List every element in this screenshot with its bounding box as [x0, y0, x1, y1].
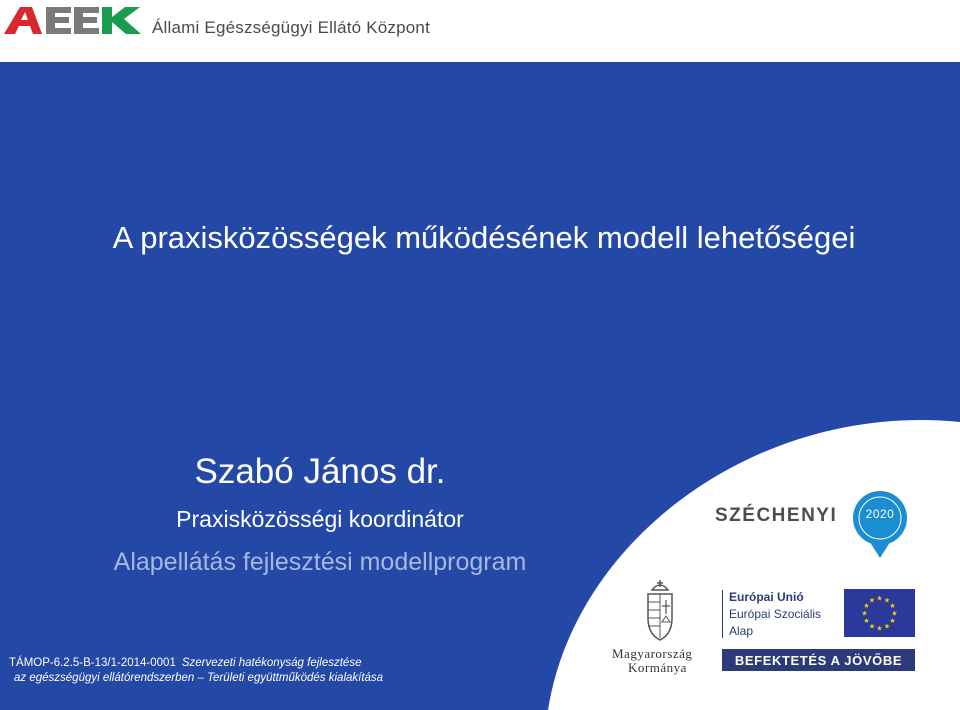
- eu-fund-line-1: Európai Szociális: [729, 607, 822, 621]
- location-pin-icon: [844, 488, 916, 560]
- project-subtitle: Szervezeti hatékonyság fejlesztése: [181, 657, 362, 669]
- svg-text:★: ★: [876, 624, 883, 633]
- svg-text:★: ★: [863, 602, 870, 610]
- svg-text:★: ★: [863, 617, 870, 625]
- slide-title: A praxisközösségek működésének modell lehetőségei: [112, 220, 856, 255]
- author-name: Szabó János dr.: [194, 452, 446, 491]
- eu-fund-line-2: Alap: [729, 624, 754, 638]
- szechenyi-text: SZÉCHENYI: [715, 505, 838, 526]
- szechenyi-badge: 2020: [865, 507, 895, 521]
- svg-text:★: ★: [891, 609, 898, 618]
- svg-text:★: ★: [889, 617, 896, 625]
- svg-text:★: ★: [883, 596, 891, 605]
- svg-text:★: ★: [889, 602, 896, 610]
- coat-of-arms-icon: [640, 578, 680, 642]
- svg-text:★: ★: [883, 622, 891, 631]
- svg-text:★: ★: [868, 596, 876, 605]
- slide-area: [0, 62, 960, 710]
- project-code: TÁMOP-6.2.5-B-13/1-2014-0001: [9, 657, 176, 669]
- footer-line-2: az egészségügyi ellátórendszerben – Területi együttműködés kialakítása: [14, 672, 384, 684]
- header-bar: [0, 0, 960, 62]
- aeek-logo-icon: [2, 3, 144, 37]
- author-role: Praxisközösségi koordinátor: [176, 506, 464, 532]
- government-line-1: Magyarország: [612, 646, 693, 661]
- svg-text:★: ★: [861, 609, 868, 618]
- svg-text:★: ★: [868, 622, 876, 631]
- svg-text:★: ★: [876, 594, 883, 603]
- eu-flag-icon: [844, 589, 915, 637]
- footer-line-1: [9, 657, 361, 669]
- program-name: Alapellátás fejlesztési modellprogram: [113, 548, 527, 576]
- eu-divider: [722, 590, 723, 638]
- invest-slogan: BEFEKTETÉS A JÖVŐBE: [722, 649, 915, 671]
- org-name: Állami Egészségügyi Ellátó Központ: [152, 18, 431, 37]
- government-line-2: Kormánya: [628, 660, 687, 675]
- eu-name: Európai Unió: [729, 590, 804, 604]
